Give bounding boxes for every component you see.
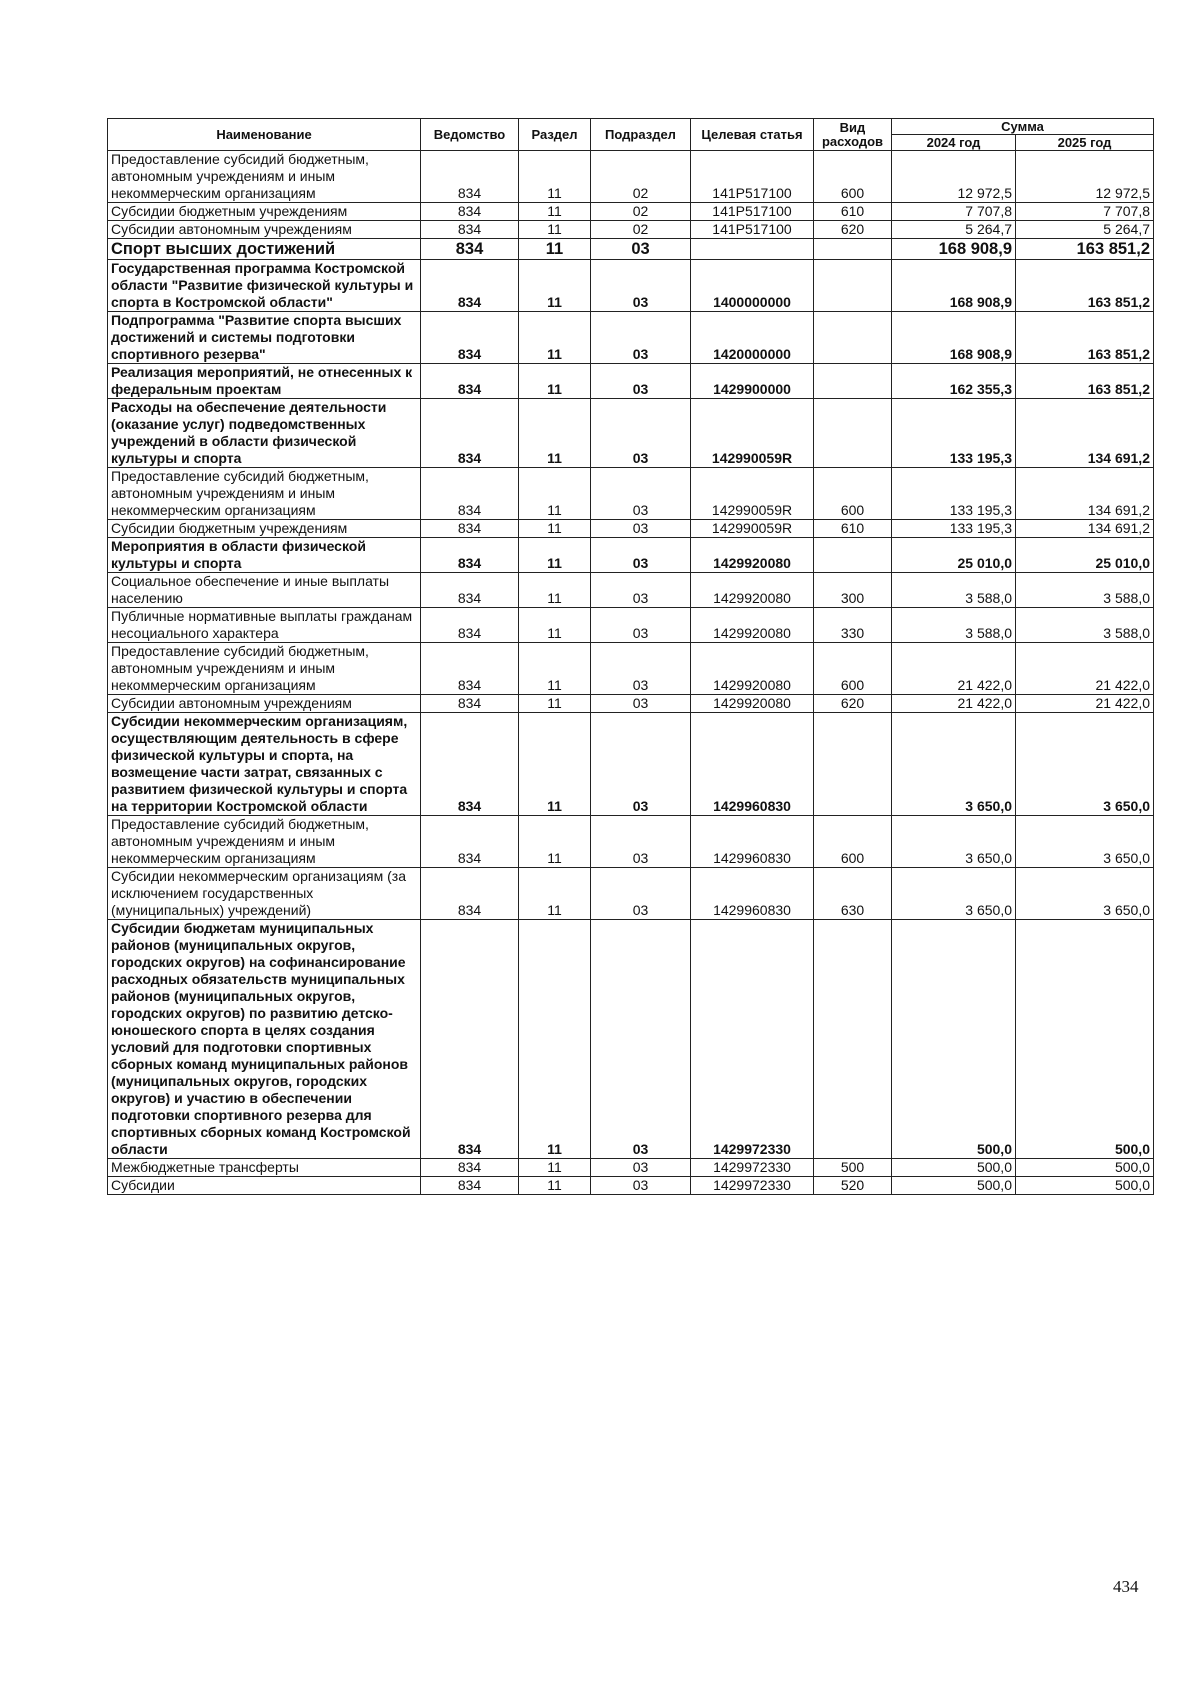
cell-subsection: 03 xyxy=(591,468,691,520)
cell-target: 1429972330 xyxy=(691,920,814,1159)
cell-sum-2024: 3 588,0 xyxy=(892,573,1016,608)
cell-name: Предоставление субсидий бюджетным, автономным учреждениям и иным некоммерческим организациям xyxy=(108,468,421,520)
cell-target: 1429972330 xyxy=(691,1177,814,1195)
cell-sum-2025: 163 851,2 xyxy=(1016,364,1154,399)
header-subsection: Подраздел xyxy=(591,119,691,151)
cell-sum-2024: 133 195,3 xyxy=(892,468,1016,520)
cell-section: 11 xyxy=(519,920,591,1159)
cell-name: Подпрограмма "Развитие спорта высших достижений и системы подготовки спортивного резерва" xyxy=(108,312,421,364)
cell-sum-2024: 168 908,9 xyxy=(892,260,1016,312)
cell-sum-2025: 163 851,2 xyxy=(1016,312,1154,364)
cell-dept: 834 xyxy=(421,399,519,468)
cell-name: Субсидии автономным учреждениям xyxy=(108,221,421,239)
cell-dept: 834 xyxy=(421,643,519,695)
cell-name: Субсидии автономным учреждениям xyxy=(108,695,421,713)
cell-dept: 834 xyxy=(421,868,519,920)
cell-exp-type: 620 xyxy=(814,221,892,239)
cell-target: 1429960830 xyxy=(691,713,814,816)
cell-section: 11 xyxy=(519,695,591,713)
cell-sum-2024: 3 650,0 xyxy=(892,868,1016,920)
table-row xyxy=(108,713,1154,816)
cell-subsection: 03 xyxy=(591,1159,691,1177)
cell-subsection: 03 xyxy=(591,695,691,713)
cell-sum-2024: 500,0 xyxy=(892,920,1016,1159)
cell-exp-type: 520 xyxy=(814,1177,892,1195)
cell-section: 11 xyxy=(519,643,591,695)
budget-table xyxy=(107,118,1154,1195)
cell-sum-2025: 3 588,0 xyxy=(1016,608,1154,643)
cell-dept: 834 xyxy=(421,713,519,816)
cell-dept: 834 xyxy=(421,695,519,713)
cell-subsection: 02 xyxy=(591,203,691,221)
header-sum: Сумма xyxy=(892,119,1154,135)
table-row xyxy=(108,364,1154,399)
page-number: 434 xyxy=(1113,1577,1139,1596)
cell-sum-2025: 7 707,8 xyxy=(1016,203,1154,221)
cell-sum-2025: 12 972,5 xyxy=(1016,151,1154,203)
header-year-2024: 2024 год xyxy=(892,135,1016,151)
cell-dept: 834 xyxy=(421,203,519,221)
cell-target: 141Р517100 xyxy=(691,203,814,221)
cell-subsection: 03 xyxy=(591,364,691,399)
table-row xyxy=(108,468,1154,520)
cell-target: 1429920080 xyxy=(691,695,814,713)
cell-target: 142990059R xyxy=(691,399,814,468)
cell-subsection: 02 xyxy=(591,151,691,203)
cell-target: 1429900000 xyxy=(691,364,814,399)
cell-subsection: 02 xyxy=(591,221,691,239)
cell-subsection: 03 xyxy=(591,713,691,816)
cell-sum-2025: 21 422,0 xyxy=(1016,643,1154,695)
cell-subsection: 03 xyxy=(591,538,691,573)
header-exp-type: Вид расходов xyxy=(814,119,892,151)
cell-section: 11 xyxy=(519,239,591,260)
cell-dept: 834 xyxy=(421,364,519,399)
cell-exp-type: 620 xyxy=(814,695,892,713)
cell-name: Субсидии бюджетным учреждениям xyxy=(108,520,421,538)
table-row xyxy=(108,695,1154,713)
table-row xyxy=(108,816,1154,868)
table-row xyxy=(108,608,1154,643)
cell-dept: 834 xyxy=(421,920,519,1159)
cell-section: 11 xyxy=(519,608,591,643)
cell-section: 11 xyxy=(519,260,591,312)
cell-target: 1429972330 xyxy=(691,1159,814,1177)
cell-dept: 834 xyxy=(421,239,519,260)
cell-name: Субсидии некоммерческим организациям, осуществляющим деятельность в сфере физической культуры и спорта, на возмещение части затрат, связанных с развитием физической культуры и спорта на территории Костромской области xyxy=(108,713,421,816)
cell-dept: 834 xyxy=(421,151,519,203)
cell-dept: 834 xyxy=(421,538,519,573)
cell-name: Субсидии xyxy=(108,1177,421,1195)
cell-sum-2024: 3 650,0 xyxy=(892,816,1016,868)
header-target: Целевая статья xyxy=(691,119,814,151)
cell-sum-2025: 500,0 xyxy=(1016,920,1154,1159)
cell-sum-2024: 5 264,7 xyxy=(892,221,1016,239)
cell-target: 1429960830 xyxy=(691,868,814,920)
table-row xyxy=(108,573,1154,608)
cell-sum-2024: 21 422,0 xyxy=(892,643,1016,695)
table-row xyxy=(108,260,1154,312)
cell-dept: 834 xyxy=(421,573,519,608)
cell-exp-type: 600 xyxy=(814,643,892,695)
table-body xyxy=(108,151,1154,1195)
cell-sum-2024: 500,0 xyxy=(892,1159,1016,1177)
cell-sum-2025: 3 650,0 xyxy=(1016,816,1154,868)
cell-subsection: 03 xyxy=(591,868,691,920)
cell-target: 142990059R xyxy=(691,468,814,520)
cell-dept: 834 xyxy=(421,816,519,868)
cell-name: Расходы на обеспечение деятельности (оказание услуг) подведомственных учреждений в области физической культуры и спорта xyxy=(108,399,421,468)
cell-subsection: 03 xyxy=(591,239,691,260)
cell-sum-2025: 500,0 xyxy=(1016,1159,1154,1177)
cell-dept: 834 xyxy=(421,260,519,312)
cell-subsection: 03 xyxy=(591,920,691,1159)
cell-section: 11 xyxy=(519,868,591,920)
cell-subsection: 03 xyxy=(591,816,691,868)
cell-sum-2024: 500,0 xyxy=(892,1177,1016,1195)
cell-name: Мероприятия в области физической культуры и спорта xyxy=(108,538,421,573)
cell-exp-type xyxy=(814,239,892,260)
cell-sum-2025: 163 851,2 xyxy=(1016,260,1154,312)
cell-sum-2024: 21 422,0 xyxy=(892,695,1016,713)
cell-sum-2024: 7 707,8 xyxy=(892,203,1016,221)
cell-exp-type: 630 xyxy=(814,868,892,920)
cell-sum-2024: 25 010,0 xyxy=(892,538,1016,573)
cell-name: Предоставление субсидий бюджетным, автономным учреждениям и иным некоммерческим организациям xyxy=(108,151,421,203)
cell-dept: 834 xyxy=(421,608,519,643)
cell-section: 11 xyxy=(519,221,591,239)
cell-sum-2024: 3 650,0 xyxy=(892,713,1016,816)
table-row xyxy=(108,920,1154,1159)
cell-exp-type: 610 xyxy=(814,203,892,221)
cell-sum-2024: 168 908,9 xyxy=(892,239,1016,260)
cell-dept: 834 xyxy=(421,1177,519,1195)
table-row xyxy=(108,520,1154,538)
cell-subsection: 03 xyxy=(591,260,691,312)
table-row xyxy=(108,312,1154,364)
table-row xyxy=(108,203,1154,221)
cell-name: Предоставление субсидий бюджетным, автономным учреждениям и иным некоммерческим организациям xyxy=(108,816,421,868)
cell-dept: 834 xyxy=(421,520,519,538)
cell-exp-type: 300 xyxy=(814,573,892,608)
cell-section: 11 xyxy=(519,520,591,538)
cell-section: 11 xyxy=(519,573,591,608)
cell-section: 11 xyxy=(519,713,591,816)
cell-sum-2024: 162 355,3 xyxy=(892,364,1016,399)
cell-exp-type: 500 xyxy=(814,1159,892,1177)
cell-target: 141Р517100 xyxy=(691,221,814,239)
cell-name: Государственная программа Костромской области "Развитие физической культуры и спорта в Костромской области" xyxy=(108,260,421,312)
table-row xyxy=(108,239,1154,260)
table-row xyxy=(108,538,1154,573)
cell-target: 1429960830 xyxy=(691,816,814,868)
cell-sum-2025: 3 650,0 xyxy=(1016,868,1154,920)
cell-target xyxy=(691,239,814,260)
table-row xyxy=(108,399,1154,468)
cell-section: 11 xyxy=(519,1159,591,1177)
cell-sum-2025: 134 691,2 xyxy=(1016,520,1154,538)
cell-sum-2025: 134 691,2 xyxy=(1016,399,1154,468)
cell-exp-type xyxy=(814,538,892,573)
cell-name: Социальное обеспечение и иные выплаты населению xyxy=(108,573,421,608)
cell-sum-2025: 134 691,2 xyxy=(1016,468,1154,520)
cell-exp-type: 330 xyxy=(814,608,892,643)
cell-subsection: 03 xyxy=(591,643,691,695)
cell-target: 141Р517100 xyxy=(691,151,814,203)
cell-section: 11 xyxy=(519,1177,591,1195)
header-year-2025: 2025 год xyxy=(1016,135,1154,151)
cell-exp-type xyxy=(814,312,892,364)
cell-sum-2025: 500,0 xyxy=(1016,1177,1154,1195)
cell-section: 11 xyxy=(519,468,591,520)
table-row xyxy=(108,1159,1154,1177)
table-row xyxy=(108,221,1154,239)
cell-sum-2025: 25 010,0 xyxy=(1016,538,1154,573)
cell-exp-type: 600 xyxy=(814,151,892,203)
cell-dept: 834 xyxy=(421,312,519,364)
cell-section: 11 xyxy=(519,538,591,573)
cell-sum-2025: 3 588,0 xyxy=(1016,573,1154,608)
cell-sum-2024: 133 195,3 xyxy=(892,399,1016,468)
cell-sum-2025: 5 264,7 xyxy=(1016,221,1154,239)
cell-name: Реализация мероприятий, не отнесенных к федеральным проектам xyxy=(108,364,421,399)
cell-name: Субсидии некоммерческим организациям (за исключением государственных (муниципальных) учреждений) xyxy=(108,868,421,920)
cell-target: 1429920080 xyxy=(691,643,814,695)
table-row xyxy=(108,151,1154,203)
cell-subsection: 03 xyxy=(591,312,691,364)
cell-subsection: 03 xyxy=(591,520,691,538)
cell-section: 11 xyxy=(519,399,591,468)
cell-name: Публичные нормативные выплаты гражданам несоциального характера xyxy=(108,608,421,643)
cell-sum-2024: 3 588,0 xyxy=(892,608,1016,643)
cell-section: 11 xyxy=(519,151,591,203)
cell-section: 11 xyxy=(519,364,591,399)
cell-dept: 834 xyxy=(421,1159,519,1177)
header-section: Раздел xyxy=(519,119,591,151)
cell-target: 1429920080 xyxy=(691,608,814,643)
cell-exp-type: 600 xyxy=(814,468,892,520)
cell-exp-type xyxy=(814,713,892,816)
cell-exp-type xyxy=(814,399,892,468)
cell-subsection: 03 xyxy=(591,573,691,608)
cell-name: Межбюджетные трансферты xyxy=(108,1159,421,1177)
cell-sum-2024: 168 908,9 xyxy=(892,312,1016,364)
cell-name: Спорт высших достижений xyxy=(108,239,421,260)
cell-sum-2025: 21 422,0 xyxy=(1016,695,1154,713)
cell-dept: 834 xyxy=(421,468,519,520)
cell-subsection: 03 xyxy=(591,1177,691,1195)
cell-target: 1420000000 xyxy=(691,312,814,364)
cell-name: Субсидии бюджетам муниципальных районов (муниципальных округов, городских округов) на софинансирование расходных обязательств муниципальных районов (муниципальных округов, городских округов) по развитию детско-юношеского спорта в целях создания условий для подготовки спортивных сборных команд муниципальных районов (муниципальных округов, городских округов) и участию в обеспечении подготовки спортивного резерва для спортивных сборных команд Костромской области xyxy=(108,920,421,1159)
cell-target: 1429920080 xyxy=(691,573,814,608)
cell-target: 1429920080 xyxy=(691,538,814,573)
cell-name: Субсидии бюджетным учреждениям xyxy=(108,203,421,221)
cell-subsection: 03 xyxy=(591,608,691,643)
cell-name: Предоставление субсидий бюджетным, автономным учреждениям и иным некоммерческим организациям xyxy=(108,643,421,695)
table-row xyxy=(108,643,1154,695)
table-row xyxy=(108,868,1154,920)
cell-section: 11 xyxy=(519,312,591,364)
cell-target: 142990059R xyxy=(691,520,814,538)
cell-dept: 834 xyxy=(421,221,519,239)
cell-sum-2024: 133 195,3 xyxy=(892,520,1016,538)
cell-exp-type xyxy=(814,920,892,1159)
cell-section: 11 xyxy=(519,203,591,221)
cell-target: 1400000000 xyxy=(691,260,814,312)
header-dept: Ведомство xyxy=(421,119,519,151)
cell-section: 11 xyxy=(519,816,591,868)
cell-exp-type xyxy=(814,260,892,312)
cell-sum-2024: 12 972,5 xyxy=(892,151,1016,203)
cell-sum-2025: 163 851,2 xyxy=(1016,239,1154,260)
header-name: Наименование xyxy=(108,119,421,151)
cell-sum-2025: 3 650,0 xyxy=(1016,713,1154,816)
cell-subsection: 03 xyxy=(591,399,691,468)
cell-exp-type xyxy=(814,364,892,399)
table-row xyxy=(108,1177,1154,1195)
cell-exp-type: 610 xyxy=(814,520,892,538)
cell-exp-type: 600 xyxy=(814,816,892,868)
